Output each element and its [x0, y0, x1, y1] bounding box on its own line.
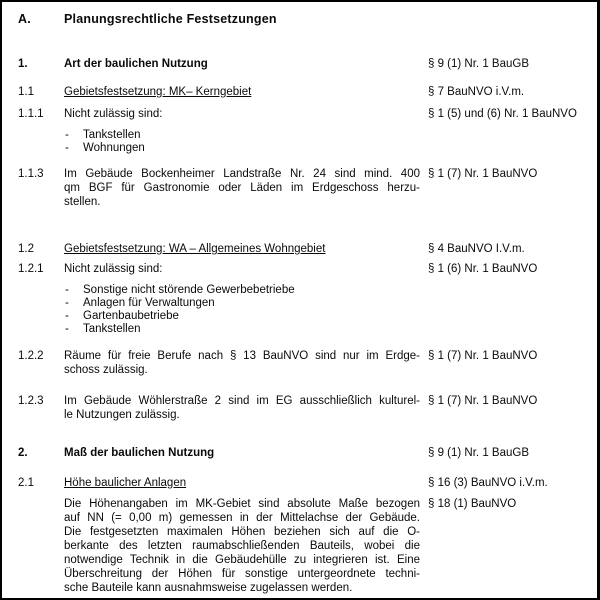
text-line: Gebietsfestsetzung: MK– Kerngebiet — [64, 86, 252, 98]
item-row — [2, 497, 597, 595]
text-line: qm BGF für Gastronomie oder Läden im Erdgeschoss herzu- — [64, 182, 420, 194]
section-number: A. — [18, 12, 31, 26]
text-line: notwendige Technik in die Gebäudehülle zu integrieren ist. Eine — [64, 554, 420, 566]
text-line: Art der baulichen Nutzung — [64, 58, 208, 70]
bullet-dash-icon: - — [65, 310, 69, 322]
text-line: Nicht zulässig sind: — [64, 108, 163, 120]
bullet-label: Tankstellen — [83, 323, 141, 335]
law-reference: § 1 (5) und (6) Nr. 1 BauNVO — [428, 108, 577, 120]
bullet-item — [64, 129, 420, 142]
row-number: 1.2.1 — [18, 263, 44, 275]
law-reference: § 7 BauNVO i.V.m. — [428, 86, 525, 98]
bullet-dash-icon: - — [65, 297, 69, 309]
law-reference: § 1 (7) Nr. 1 BauNVO — [428, 395, 538, 407]
bullet-dash-icon: - — [65, 323, 69, 335]
row-number: 1.1 — [18, 86, 34, 98]
text-line: auf NN (= 0,00 m) gemessen in der Mittelachse der Gebäude. — [64, 512, 420, 524]
row-text — [64, 446, 420, 460]
section-title: Planungsrechtliche Festsetzungen — [64, 12, 277, 26]
text-line: Räume für freie Berufe nach § 13 BauNVO sind nur im Erdge- — [64, 350, 420, 362]
bullet-item — [64, 284, 420, 297]
bullet-label: Gartenbaubetriebe — [83, 310, 179, 322]
rows-container — [2, 57, 597, 595]
law-reference: § 9 (1) Nr. 1 BauGB — [428, 58, 529, 70]
text-line: sche Bauteile kann ausnahmsweise zugelassen werden. — [64, 582, 353, 594]
law-reference: § 1 (7) Nr. 1 BauNVO — [428, 168, 538, 180]
bullet-dash-icon: - — [65, 284, 69, 296]
row-text — [64, 394, 420, 422]
item-row — [2, 57, 597, 71]
bullet-item — [64, 142, 420, 155]
row-number: 2.1 — [18, 477, 34, 489]
row-number: 1. — [18, 58, 28, 70]
bullet-label: Anlagen für Verwaltungen — [83, 297, 215, 309]
item-row — [2, 394, 597, 422]
text-line: Überschreitung der Höhen für sonstige untergeordnete techni- — [64, 568, 420, 580]
bullet-label: Tankstellen — [83, 129, 141, 141]
bullet-dash-icon: - — [65, 142, 69, 154]
item-row — [2, 349, 597, 377]
row-number: 1.2 — [18, 243, 34, 255]
law-reference: § 9 (1) Nr. 1 BauGB — [428, 447, 529, 459]
row-text — [64, 242, 420, 256]
text-line: Nicht zulässig sind: — [64, 263, 163, 275]
item-row — [2, 107, 597, 121]
law-reference: § 4 BauNVO I.V.m. — [428, 243, 525, 255]
bullet-label: Sonstige nicht störende Gewerbebetriebe — [83, 284, 295, 296]
law-reference: § 1 (7) Nr. 1 BauNVO — [428, 350, 538, 362]
law-reference: § 1 (6) Nr. 1 BauNVO — [428, 263, 538, 275]
item-row — [2, 85, 597, 99]
row-text — [64, 262, 420, 276]
row-number: 2. — [18, 447, 28, 459]
row-number: 1.1.3 — [18, 168, 44, 180]
bullet-list — [2, 129, 597, 155]
bullet-list — [2, 284, 597, 336]
bullet-items — [64, 284, 420, 336]
text-line: Die Höhenangaben im MK-Gebiet sind absolute Maße bezogen — [64, 498, 420, 510]
law-reference: § 18 (1) BauNVO — [428, 498, 517, 510]
item-row — [2, 167, 597, 209]
text-line: stellen. — [64, 196, 101, 208]
row-text — [64, 476, 420, 490]
row-number: 1.2.2 — [18, 350, 44, 362]
bullet-label: Wohnungen — [83, 142, 145, 154]
item-row — [2, 446, 597, 460]
text-line: Im Gebäude Wöhlerstraße 2 sind im EG ausschließlich kulturel- — [64, 395, 420, 407]
law-reference: § 16 (3) BauNVO i.V.m. — [428, 477, 548, 489]
text-line: le Nutzungen zulässig. — [64, 409, 180, 421]
item-row — [2, 262, 597, 276]
text-line: Höhe baulicher Anlagen — [64, 477, 187, 489]
row-number: 1.2.3 — [18, 395, 44, 407]
item-row — [2, 242, 597, 256]
bullet-item — [64, 297, 420, 310]
bullet-dash-icon: - — [65, 129, 69, 141]
text-line: Gebietsfestsetzung: WA – Allgemeines Wohngebiet — [64, 243, 326, 255]
section-heading — [18, 12, 597, 26]
text-line: schoss zulässig. — [64, 364, 148, 376]
row-text — [64, 57, 420, 71]
text-line: Die festgesetzten maximalen Höhen beziehen sich auf die O- — [64, 526, 420, 538]
row-text — [64, 107, 420, 121]
text-line: berkante des letzten raumabschließenden Bauteils, wobei die — [64, 540, 420, 552]
row-text — [64, 497, 420, 595]
bullet-item — [64, 310, 420, 323]
row-text — [64, 85, 420, 99]
text-line: Maß der baulichen Nutzung — [64, 447, 215, 459]
bullet-item — [64, 323, 420, 336]
bullet-items — [64, 129, 420, 155]
row-number: 1.1.1 — [18, 108, 44, 120]
row-text — [64, 349, 420, 377]
text-line: Im Gebäude Bockenheimer Landstraße Nr. 24 sind mind. 400 — [64, 168, 420, 180]
row-text — [64, 167, 420, 209]
item-row — [2, 476, 597, 490]
